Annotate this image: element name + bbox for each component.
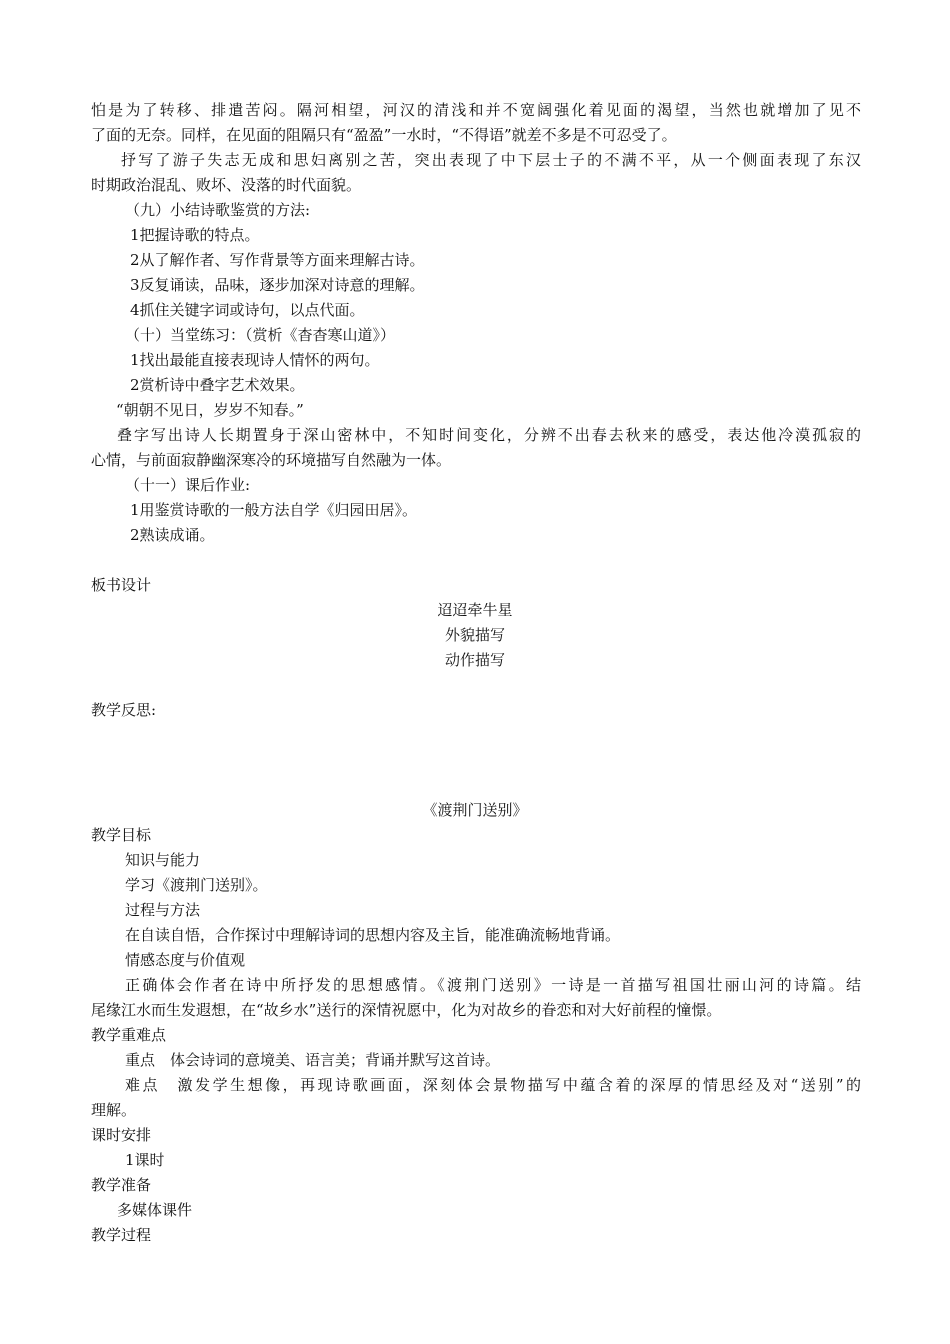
subheading: 情感态度与价值观 [125, 951, 246, 969]
list-item: 2赏析诗中叠字艺术效果。 [130, 376, 305, 394]
key-point: 重点 体会诗词的意境美、语言美；背诵并默写这首诗。 [125, 1051, 501, 1069]
body-text: 学习《渡荆门送别》。 [125, 876, 268, 894]
difficult-point: 难点 激发学生想像，再现诗歌画面，深刻体会景物描写中蕴含着的深厚的情思经及对“送别”的 [125, 1076, 861, 1094]
body-text: 多媒体课件 [117, 1201, 193, 1219]
section-heading: 教学过程 [91, 1226, 152, 1244]
reflection-label: 教学反思: [91, 701, 157, 719]
body-text: 1课时 [125, 1151, 165, 1169]
paragraph-line: 叠字写出诗人长期置身于深山密林中，不知时间变化，分辨不出春去秋来的感受，表达他冷漠孤寂的 [117, 426, 861, 444]
list-item: 2熟读成诵。 [130, 526, 215, 544]
board-design-label: 板书设计 [91, 576, 152, 594]
lesson-title: 《渡荆门送别》 [422, 801, 528, 819]
paragraph-line: 怕是为了转移、排遣苦闷。隔河相望，河汉的清浅和并不宽阔强化着见面的渴望，当然也就增加了见不 [91, 101, 861, 119]
paragraph-line: 时期政治混乱、败坏、没落的时代面貌。 [91, 176, 362, 194]
board-line: 外貌描写 [444, 626, 505, 644]
list-item: 1把握诗歌的特点。 [130, 226, 260, 244]
board-line: 迢迢牵牛星 [437, 601, 513, 619]
paragraph-line: 抒写了游子失志无成和思妇离别之苦，突出表现了中下层士子的不满不平，从一个侧面表现了东汉 [121, 151, 861, 169]
section-heading: 教学重难点 [91, 1026, 167, 1044]
paragraph-line: 尾缘江水而生发遐想，在“故乡水”送行的深情祝愿中，化为对故乡的眷恋和对大好前程的憧憬。 [91, 1001, 722, 1019]
summary-heading: （九）小结诗歌鉴赏的方法: [125, 201, 311, 219]
section-heading: 教学目标 [91, 826, 152, 844]
paragraph-line: 心情，与前面寂静幽深寒冷的环境描写自然融为一体。 [91, 451, 452, 469]
list-item: 1找出最能直接表现诗人情怀的两句。 [130, 351, 380, 369]
paragraph-line: 理解。 [91, 1101, 137, 1119]
subheading: 过程与方法 [125, 901, 201, 919]
homework-heading: （十一）课后作业: [125, 476, 251, 494]
body-text: 在自读自悟，合作探讨中理解诗词的思想内容及主旨，能准确流畅地背诵。 [125, 926, 621, 944]
exercise-heading: （十）当堂练习：（赏析《杳杳寒山道》） [125, 326, 396, 344]
list-item: 4抓住关键字词或诗句，以点代面。 [130, 301, 365, 319]
paragraph-line: 了面的无奈。同样，在见面的阻隔只有“盈盈”一水时，“不得语”就差不多是不可忍受了。 [91, 126, 677, 144]
section-heading: 教学准备 [91, 1176, 152, 1194]
board-line: 动作描写 [444, 651, 505, 669]
list-item: 1用鉴赏诗歌的一般方法自学《归园田居》。 [130, 501, 418, 519]
section-heading: 课时安排 [91, 1126, 152, 1144]
list-item: 3反复诵读，品味，逐步加深对诗意的理解。 [130, 276, 425, 294]
subheading: 知识与能力 [125, 851, 201, 869]
paragraph-line: 正确体会作者在诗中所抒发的思想感情。《渡荆门送别》一诗是一首描写祖国壮丽山河的诗篇。结 [125, 976, 861, 994]
poem-quote: “朝朝不见日，岁岁不知春。” [116, 401, 304, 419]
list-item: 2从了解作者、写作背景等方面来理解古诗。 [130, 251, 425, 269]
